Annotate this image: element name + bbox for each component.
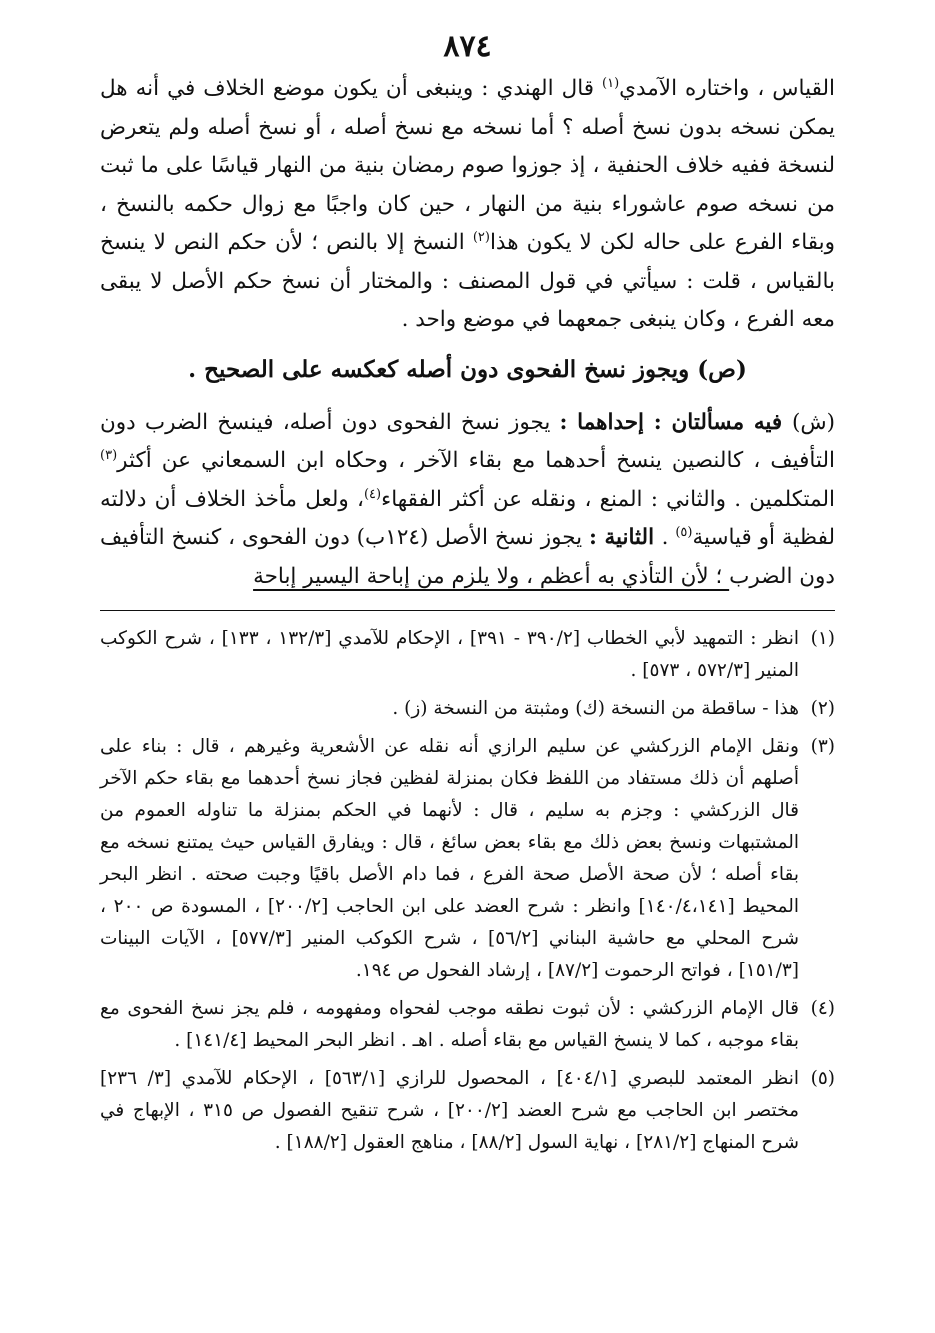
paragraph-main [100, 70, 835, 340]
document-page [100, 28, 835, 1165]
footnote-number: (٤) [810, 998, 835, 1019]
sharh-second-label: الثانية : [589, 525, 662, 550]
sharh-text: ، ولعل مأخذ الخلاف أن دلالته لفظية أو قياسية [100, 486, 835, 550]
footnote-ref: (١) [602, 75, 620, 91]
paragraph-text: النسخ إلا بالنص ؛ لأن حكم النص لا ينسخ بالقياس ، قلت : سيأتي في قول المصنف : والمختار أن نسخ حكم الأصل لا يبقى معه الفرع ، وكان ينبغى جمعهما في موضع واحد . [100, 230, 835, 332]
sharh-marker: (ش) [791, 409, 835, 435]
footnote-number: (٥) [810, 1068, 835, 1089]
sharh-text: يجوز نسخ الأصل (١٢٤ب) دون الفحوى ، كنسخ التأفيف دون الضرب [100, 525, 835, 589]
sharh-text-underlined: ؛ لأن التأذي به أعظم ، ولا يلزم من إباحة اليسير إباحة [253, 563, 730, 589]
sharh-text: المتكلمين . والثاني : المنع ، ونقله عن أكثر الفقهاء [381, 486, 836, 512]
footnote-ref: (٢) [472, 229, 490, 245]
matn-marker: (ص) [697, 355, 747, 383]
footnote [100, 731, 835, 987]
footnote-ref: (٤) [363, 486, 382, 502]
footnote-text: هذا - ساقطة من النسخة (ك) ومثبتة من النسخة (ز) . [392, 698, 799, 719]
footnote [100, 693, 835, 725]
footnote-ref: (٣) [100, 447, 118, 463]
footnote-text: قال الإمام الزركشي : لأن ثبوت نطقه موجب لفحواه ومفهومه ، فلم يجز نسخ الفحوى مع بقاء موجبه ، كما لا ينسخ القياس مع بقاء أصله . اهـ . انظر البحر المحيط [١٤١/٤] . [100, 998, 799, 1051]
footnote-text: ونقل الإمام الزركشي عن سليم الرازي أنه نقله عن الأشعرية وغيرهم ، قال : بناء على أصلهم أن ذلك مستفاد من اللفظ فكان بمنزلة لفظين فجاز نسخ أحدهما مع بقاء حكم الآخر قال الزركشي : وجزم به سليم ، قال : لأنهما في الحكم بمنزلة ما تناوله العموم من المشتبهات ونسخ بعض ذلك مع بقاء بعض سائغ ، قال : ويفارق القياس حيث يمتنع نسخه مع بقاء أصله ؛ لأن صحة الأصل صحة الفرع ، فما دام الأصل باقيًا وجبت صحته . انظر البحر المحيط [١٤٠/٤،١٤١] وانظر : شرح العضد على ابن الحاجب [٢٠٠/٢] ، المسودة ص ٢٠٠ ، شرح المحلي مع حاشية البناني [٥٦/٢] ، شرح الكوكب المنير [٥٧٧/٣] ، الآيات البينات [١٥١/٣] ، فواتح الرحموت [٨٧/٢] ، إرشاد الفحول ص ١٩٤. [100, 736, 799, 981]
matn-text: ويجوز نسخ الفحوى دون أصله كعكسه على الصحيح . [188, 355, 698, 383]
footnote-text: انظر : التمهيد لأبي الخطاب [٣٩٠/٢ - ٣٩١] ، الإحكام للآمدي [١٣٢/٣ ، ١٣٣] ، شرح الكوكب المنير [٥٧٢/٣ ، ٥٧٣] . [100, 628, 800, 681]
footnote-divider [100, 610, 835, 611]
footnote [100, 1063, 835, 1159]
page-number: ٨٧٤ [443, 29, 492, 64]
footnote [100, 993, 835, 1057]
footnote-text: انظر المعتمد للبصري [٤٠٤/١] ، المحصول للرازي [٥٦٣/١] ، الإحكام للآمدي [٣/ ٢٣٦] مختصر ابن الحاجب مع شرح العضد [٢٠٠/٢] ، شرح تنقيح الفصول ص ٣١٥ ، الإبهاج في شرح المنهاج [٢٨١/٢] ، نهاية السول [٨٨/٢] ، مناهج العقول [١٨٨/٢] . [100, 1068, 799, 1153]
sharh-text: . [661, 525, 676, 550]
footnote-ref: (٥) [675, 524, 693, 540]
footnotes [100, 623, 835, 1159]
footnote-number: (٣) [810, 736, 835, 757]
sharh-paragraph [100, 404, 835, 597]
paragraph-text: قال الهندي : وينبغى أن يكون موضع الخلاف في أنه هل يمكن نسخه بدون نسخ أصله ؟ أما نسخه مع نسخ أصله ، أو نسخ أصله ولم يتعرض لنسخة ففيه خلاف الحنفية ، إذ جوزوا صوم رمضان بنية من النهار قياسًا على ما ثبت من نسخه صوم عاشوراء بنية من النهار ، حين كان واجبًا مع زوال حكمه بالنسخ ، وبقاء الفرع على حاله لكن لا يكون هذا [100, 76, 835, 255]
paragraph-text: القياس ، واختاره الآمدي [619, 76, 835, 101]
matn-heading [100, 350, 835, 390]
footnote-number: (١) [810, 628, 835, 649]
sharh-lead: فيه مسألتان : إحداهما : [559, 409, 792, 435]
footnote [100, 623, 835, 687]
footnote-number: (٢) [810, 698, 835, 719]
sharh-text: يجوز نسخ الفحوى دون أصله، فينسخ الضرب دون التأفيف ، كالنصين ينسخ أحدهما مع بقاء الآخر ، وحكاه ابن السمعاني عن أكثر [100, 409, 835, 473]
